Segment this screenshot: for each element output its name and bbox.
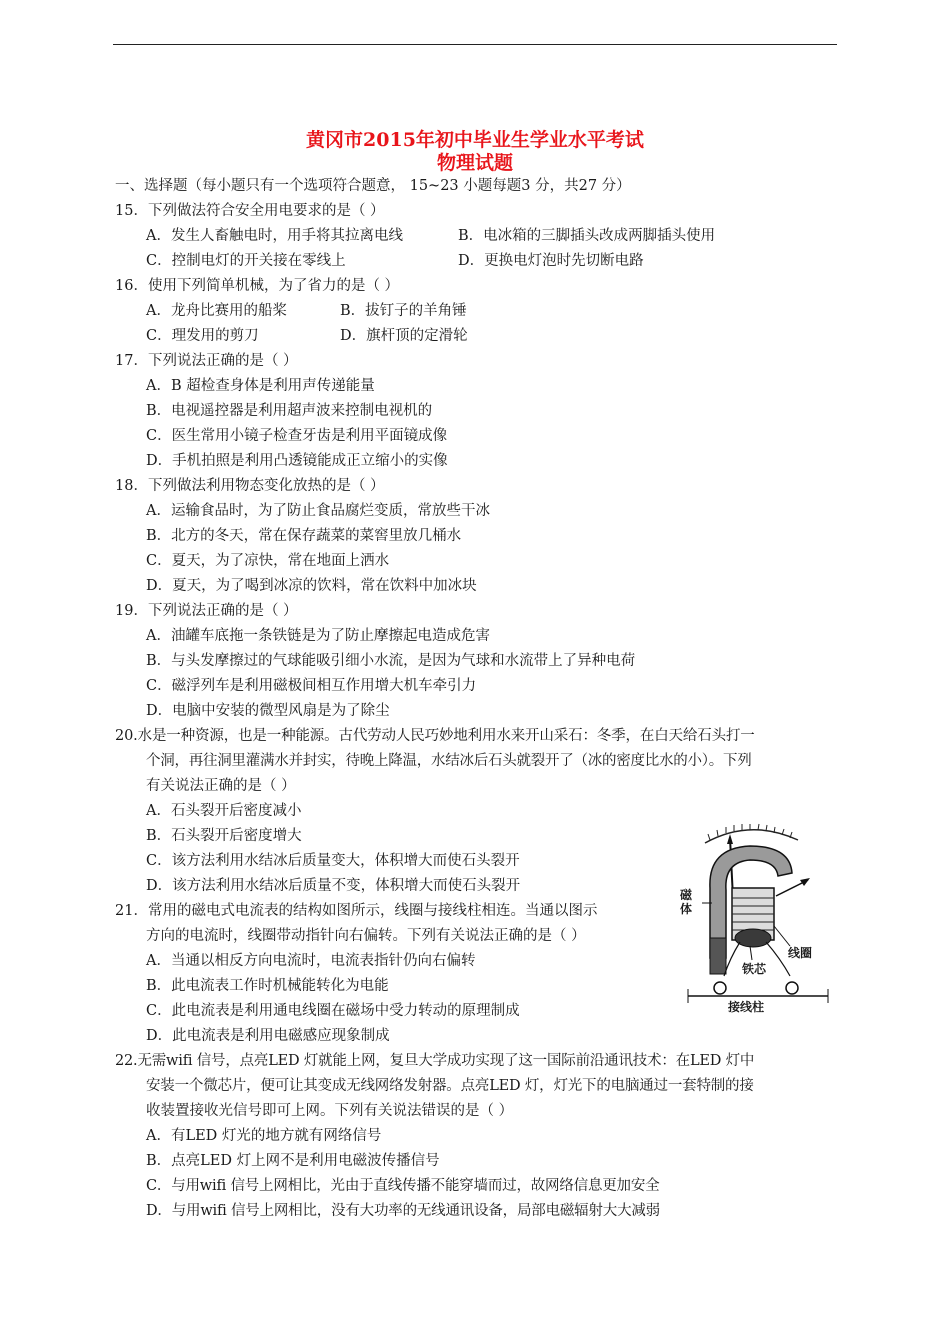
scale-ticks [708,824,792,840]
q17-option-c: C．医生常用小镜子检查牙齿是利用平面镜成像 [146,428,448,444]
q18-option-b: B．北方的冬天，常在保存蔬菜的菜窖里放几桶水 [146,528,462,544]
q17-option-b: B．电视遥控器是利用超声波来控制电视机的 [146,403,433,419]
magnet-base [710,938,726,974]
q19-option-b: B．与头发摩擦过的气球能吸引细小水流，是因为气球和水流带上了异种电荷 [146,653,636,669]
question-15-stem: 15．下列做法符合安全用电要求的是（ ） [115,203,385,219]
q22-option-c: C．与用wifi 信号上网相比，光由于直线传播不能穿墙而过，故网络信息更加安全 [146,1178,660,1194]
label-coil: 线圈 [788,946,813,960]
q19-option-c: C．磁浮列车是利用磁极间相互作用增大机车牵引力 [146,678,477,694]
iron-core [735,929,771,947]
question-22-stem-line3: 收装置接收光信号即可上网。下列有关说法错误的是（ ） [146,1103,514,1119]
q16-option-b: B．拔钉子的羊角锤 [340,303,467,319]
header-rule [113,44,837,45]
terminal-right [786,982,798,994]
q15-option-d: D．更换电灯泡时先切断电路 [458,253,644,269]
question-18-stem: 18．下列做法利用物态变化放热的是（ ） [115,478,385,494]
question-22-stem-line1: 22.无需wifi 信号，点亮LED 灯就能上网，复旦大学成功实现了这一国际前沿通讯技术：在LED 灯中 [115,1053,755,1069]
q21-option-b: B．此电流表工作时机械能转化为电能 [146,978,389,994]
label-core: 铁芯 [742,962,767,976]
q15-option-c: C．控制电灯的开关接在零线上 [146,253,346,269]
lead-right [766,942,790,976]
exam-title: 黄冈市2015年初中毕业生学业水平考试 [306,129,644,151]
q22-option-d: D．与用wifi 信号上网相比，没有大功率的无线通讯设备，局部电磁辐射大大减弱 [146,1203,660,1219]
q20-option-b: B．石头裂开后密度增大 [146,828,302,844]
terminal-left [714,982,726,994]
question-17-stem: 17．下列说法正确的是（ ） [115,353,298,369]
q18-option-d: D．夏天，为了喝到冰凉的饮料，常在饮料中加冰块 [146,578,477,594]
question-19-stem: 19．下列说法正确的是（ ） [115,603,298,619]
q16-option-c: C．理发用的剪刀 [146,328,259,344]
q19-option-d: D．电脑中安装的微型风扇是为了除尘 [146,703,390,719]
q20-option-c: C．该方法利用水结冰后质量变大，体积增大而使石头裂开 [146,853,520,869]
question-20-stem-line3: 有关说法正确的是（ ） [146,778,296,794]
question-21-stem-line1: 21．常用的磁电式电流表的结构如图所示，线圈与接线柱相连。当通以图示 [115,903,598,919]
q20-option-d: D．该方法利用水结冰后质量不变，体积增大而使石头裂开 [146,878,521,894]
q17-option-a: A．B 超检查身体是利用声传递能量 [146,378,375,394]
label-terminal: 接线柱 [728,1000,765,1014]
label-magnet: 磁体 [680,888,693,916]
q21-option-d: D．此电流表是利用电磁感应现象制成 [146,1028,390,1044]
q16-option-d: D．旗杆顶的定滑轮 [340,328,468,344]
question-16-stem: 16．使用下列简单机械，为了省力的是（ ） [115,278,400,294]
section-heading: 一、选择题（每小题只有一个选项符合题意， 15~23 小题每题3 分，共27 分） [115,178,631,194]
q18-option-a: A．运输食品时，为了防止食品腐烂变质，常放些干冰 [146,503,490,519]
q21-option-c: C．此电流表是利用通电线圈在磁场中受力转动的原理制成 [146,1003,520,1019]
question-22-stem-line2: 安装一个微芯片，便可让其变成无线网络发射器。点亮LED 灯，灯光下的电脑通过一套特制的接 [146,1078,754,1094]
leader-coil [774,926,790,946]
q16-option-a: A．龙舟比赛用的船桨 [146,303,287,319]
leader-core [750,946,752,960]
q21-option-a: A．当通以相反方向电流时，电流表指针仍向右偏转 [146,953,476,969]
question-20-stem-line1: 20.水是一种资源，也是一种能源。古代劳动人民巧妙地利用水来开山采石：冬季，在白天给石头打一 [115,728,755,744]
exam-subtitle: 物理试题 [436,152,513,174]
q22-option-a: A．有LED 灯光的地方就有网络信号 [146,1128,382,1144]
q18-option-c: C．夏天，为了凉快，常在地面上洒水 [146,553,390,569]
question-20-stem-line2: 个洞，再往洞里灌满水并封实，待晚上降温，水结冰后石头就裂开了（冰的密度比水的小）。下列 [146,753,752,769]
current-arrow [800,878,810,886]
galvanometer-diagram [680,818,840,1018]
question-21-stem-line2: 方向的电流时，线圈带动指针向右偏转。下列有关说法正确的是（ ） [146,928,586,944]
q15-option-a: A．发生人畜触电时，用手将其拉离电线 [146,228,403,244]
q15-option-b: B．电冰箱的三脚插头改成两脚插头使用 [458,228,716,244]
q17-option-d: D．手机拍照是利用凸透镜能成正立缩小的实像 [146,453,448,469]
q19-option-a: A．油罐车底拖一条铁链是为了防止摩擦起电造成危害 [146,628,490,644]
pointer-tip [727,834,733,844]
q22-option-b: B．点亮LED 灯上网不是利用电磁波传播信号 [146,1153,440,1169]
galvanometer-figure [680,818,840,1018]
q20-option-a: A．石头裂开后密度减小 [146,803,302,819]
scale-arc [705,830,798,843]
